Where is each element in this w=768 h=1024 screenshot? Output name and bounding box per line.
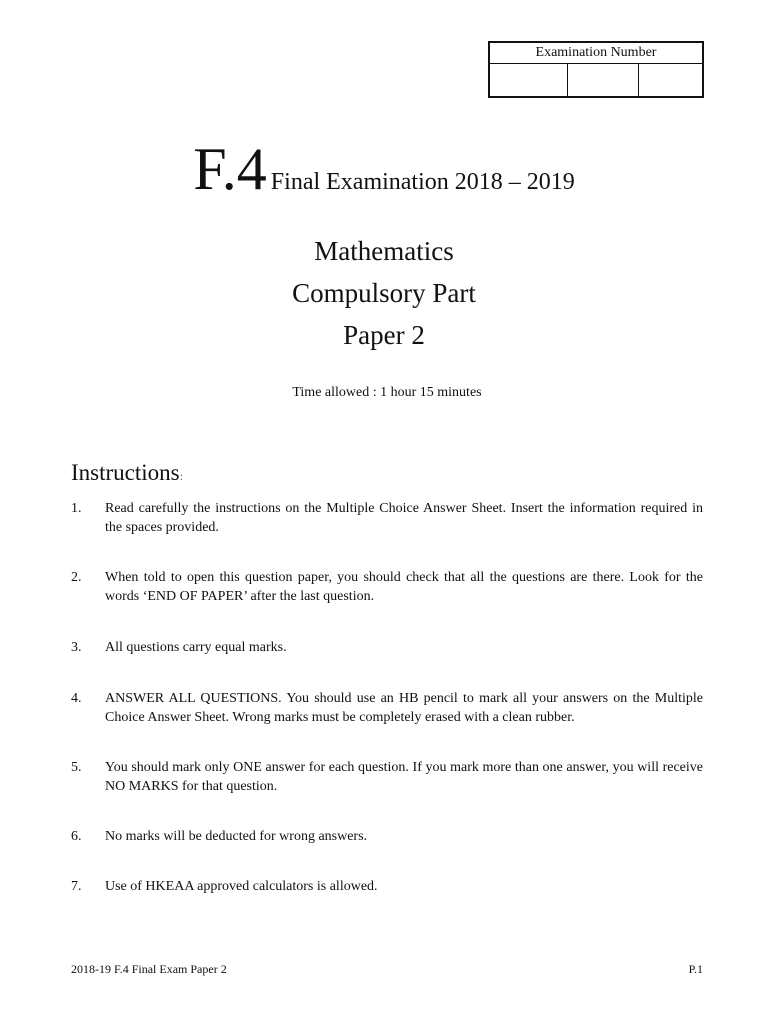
- instruction-item: [71, 568, 703, 606]
- instruction-text: You should mark only ONE answer for each question. If you mark more than one answer, you will receive NO MARKS for that question.: [105, 760, 703, 794]
- footer-paper-label: 2018-19 F.4 Final Exam Paper 2: [71, 962, 227, 976]
- instruction-text: When told to open this question paper, you should check that all the questions are there. Look for the words ‘END OF PAPER’ after the last question.: [105, 570, 703, 604]
- instruction-item: [71, 758, 703, 796]
- exam-title-grade: F.4: [193, 136, 267, 202]
- footer-page-number: P.1: [688, 962, 703, 976]
- instruction-number: 1.: [71, 501, 82, 516]
- subject-part: Compulsory Part: [292, 278, 476, 308]
- instruction-item: [71, 638, 703, 657]
- instruction-number: 7.: [71, 879, 82, 894]
- instruction-text: No marks will be deducted for wrong answers.: [105, 829, 368, 844]
- examination-number-label: Examination Number: [490, 43, 702, 64]
- instruction-number: 4.: [71, 691, 82, 706]
- instruction-number: 2.: [71, 570, 82, 585]
- instructions-heading: [71, 460, 183, 486]
- instructions-heading-colon: :: [179, 469, 183, 483]
- instruction-item: [71, 499, 703, 537]
- time-allowed: Time allowed : 1 hour 15 minutes: [292, 385, 482, 400]
- instruction-text: Read carefully the instructions on the Multiple Choice Answer Sheet. Insert the information required in the spaces provided.: [105, 501, 703, 535]
- instructions-heading-text: Instructions: [71, 460, 180, 485]
- exam-number-cell-3: [639, 64, 702, 98]
- exam-title: [0, 135, 768, 204]
- instruction-item: [71, 877, 703, 896]
- instruction-number: 6.: [71, 829, 82, 844]
- subject-name: Mathematics: [314, 236, 454, 266]
- instruction-text: ANSWER ALL QUESTIONS. You should use an HB pencil to mark all your answers on the Multiple Choice Answer Sheet. Wrong marks must be completely erased with a clean rubber.: [105, 691, 703, 725]
- instruction-number: 5.: [71, 760, 82, 775]
- examination-number-box: [488, 41, 704, 98]
- instruction-item: [71, 827, 703, 846]
- examination-number-cells: [490, 64, 702, 98]
- exam-number-cell-2: [568, 64, 639, 98]
- instruction-number: 3.: [71, 640, 82, 655]
- instruction-item: [71, 689, 703, 727]
- subject-paper: Paper 2: [343, 320, 425, 350]
- exam-title-text: Final Examination 2018 – 2019: [270, 169, 575, 195]
- exam-number-cell-1: [490, 64, 568, 98]
- instruction-text: Use of HKEAA approved calculators is allowed.: [105, 879, 378, 894]
- instruction-text: All questions carry equal marks.: [105, 640, 287, 655]
